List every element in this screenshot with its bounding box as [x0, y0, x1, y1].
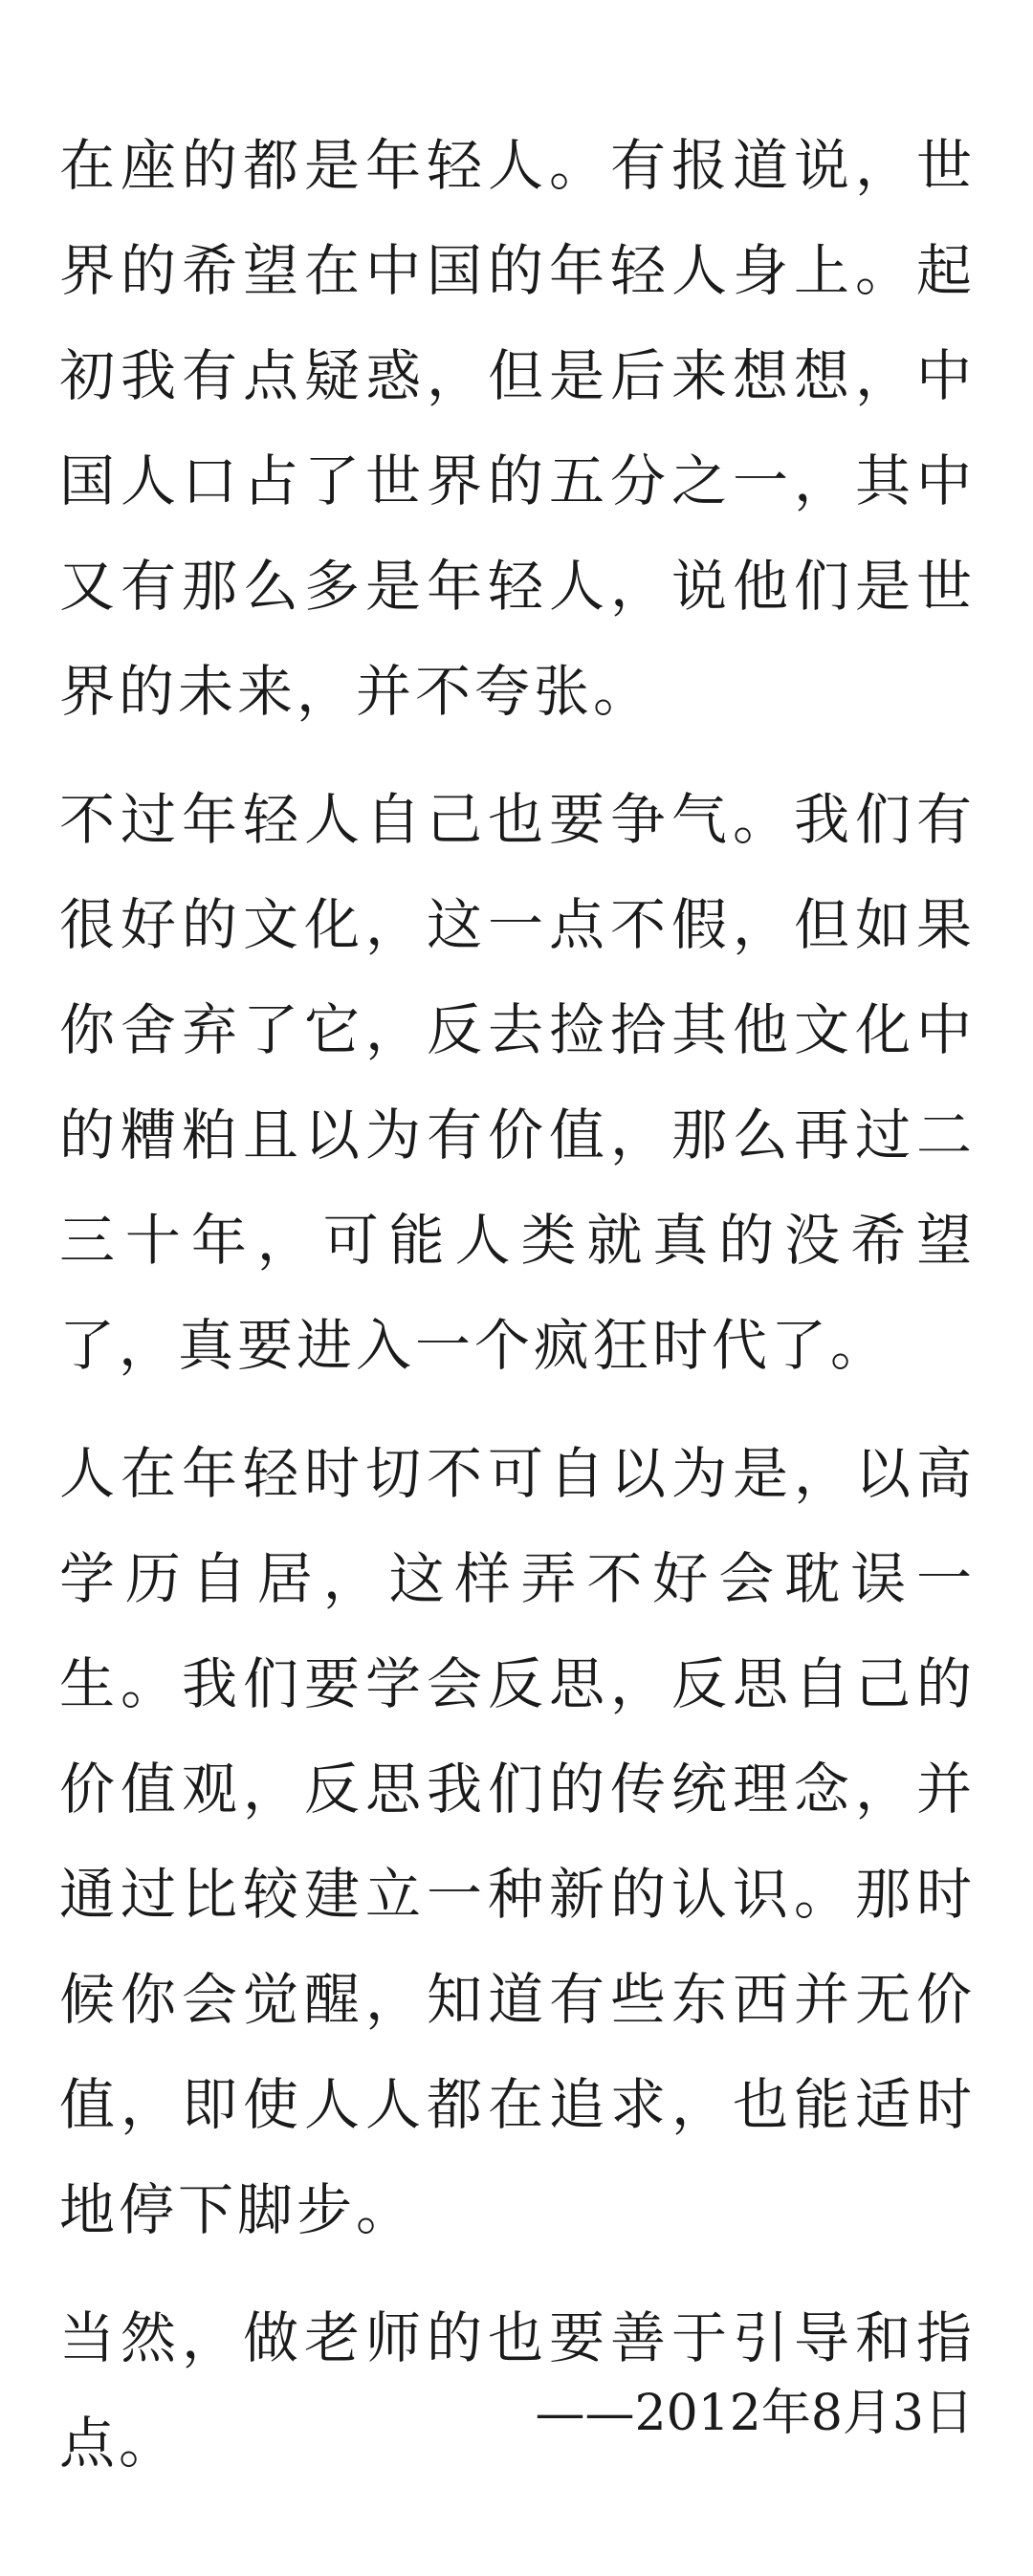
- paragraph-2: 不过年轻人自己也要争气。我们有很好的文化，这一点不假，但如果你舍弃了它，反去捡拾其他文化中的糟粕且以为有价值，那么再过二三十年，可能人类就真的没希望了，真要进入一个疯狂时代了。: [59, 787, 976, 1378]
- date-signature: ——2012年8月3日: [535, 2385, 974, 2442]
- paragraph-3: 人在年轻时切不可自以为是，以高学历自居，这样弄不好会耽误一生。我们要学会反思，反思自己的价值观，反思我们的传统理念，并通过比较建立一种新的认识。那时候你会觉醒，知道有些东西并无价值，即使人人都在追求，也能适时地停下脚步。: [59, 1441, 976, 2242]
- paragraph-1: 在座的都是年轻人。有报道说，世界的希望在中国的年轻人身上。起初我有点疑惑，但是后来想想，中国人口占了世界的五分之一，其中又有那么多是年轻人，说他们是世界的未来，并不夸张。: [59, 133, 976, 724]
- paragraph-4: 当然，做老师的也要善于引导和指点。: [59, 2305, 976, 2476]
- article-body: [59, 113, 976, 2519]
